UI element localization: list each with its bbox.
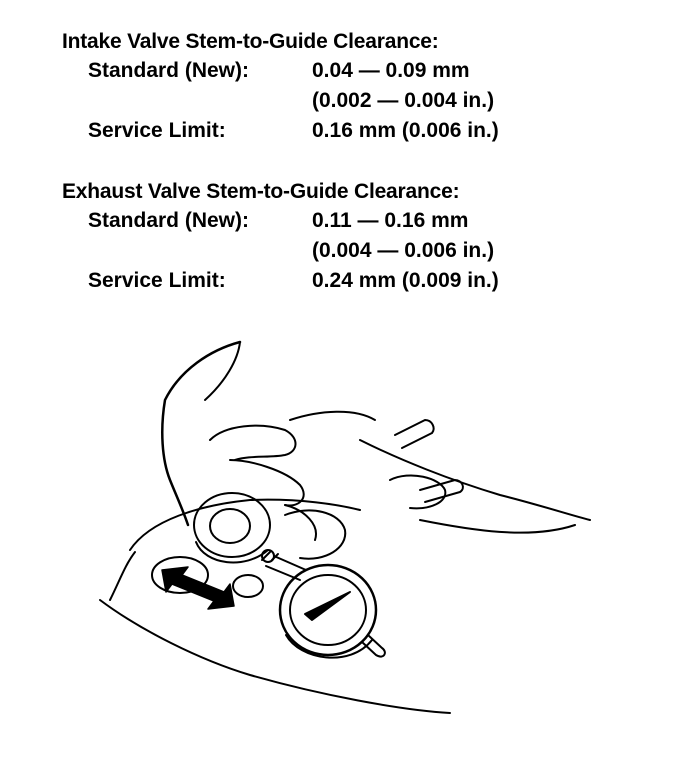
indicator-stem-tip	[262, 550, 274, 562]
indicator-stem	[262, 552, 306, 580]
dial-indicator-needle	[305, 592, 350, 620]
exhaust-heading: Exhaust Valve Stem-to-Guide Clearance:	[62, 180, 460, 203]
exhaust-standard-row	[62, 206, 662, 236]
hand-outline	[162, 342, 240, 525]
intake-heading: Intake Valve Stem-to-Guide Clearance:	[62, 30, 439, 53]
intake-standard-value-inches: (0.002 — 0.004 in.)	[312, 89, 495, 112]
dial-indicator-illustration	[0, 330, 688, 776]
intake-limit-label: Service Limit:	[88, 119, 226, 142]
exhaust-standard-inch-row	[62, 236, 662, 266]
finger-1	[210, 426, 296, 460]
dial-indicator-face	[290, 575, 366, 645]
valve-head-inner	[210, 509, 250, 543]
cylinder-head-lower-edge	[100, 600, 450, 713]
exhaust-clearance-spec	[62, 178, 662, 296]
exhaust-standard-value: 0.11 — 0.16 mm	[312, 209, 469, 232]
cylinder-head-boss	[390, 475, 445, 508]
movement-arrow	[162, 567, 234, 609]
exhaust-standard-value-inches: (0.004 — 0.006 in.)	[312, 239, 495, 262]
intake-standard-label: Standard (New):	[88, 59, 250, 82]
cylinder-head-outline	[130, 500, 360, 550]
measurement-drawing	[0, 330, 688, 776]
stud-lower	[420, 480, 463, 502]
exhaust-limit-row	[62, 266, 662, 296]
intake-limit-row	[62, 116, 662, 146]
cylinder-head-edge-left	[110, 552, 135, 600]
intake-standard-inch-row	[62, 86, 662, 116]
intake-clearance-spec	[62, 28, 662, 146]
exhaust-standard-label: Standard (New):	[88, 209, 250, 232]
valve-head-rim	[196, 542, 268, 562]
thumb	[290, 412, 375, 420]
intake-standard-row	[62, 56, 662, 86]
exhaust-limit-value: 0.24 mm (0.009 in.)	[312, 269, 499, 292]
intake-standard-value: 0.04 — 0.09 mm	[312, 59, 470, 82]
hand-outline-top	[205, 342, 240, 400]
cylinder-head-right-outline	[360, 440, 590, 520]
valve-port	[233, 575, 263, 597]
stud-upper	[395, 420, 434, 448]
cylinder-head-right-outline-2	[420, 520, 575, 533]
exhaust-limit-label: Service Limit:	[88, 269, 226, 292]
intake-limit-value: 0.16 mm (0.006 in.)	[312, 119, 499, 142]
